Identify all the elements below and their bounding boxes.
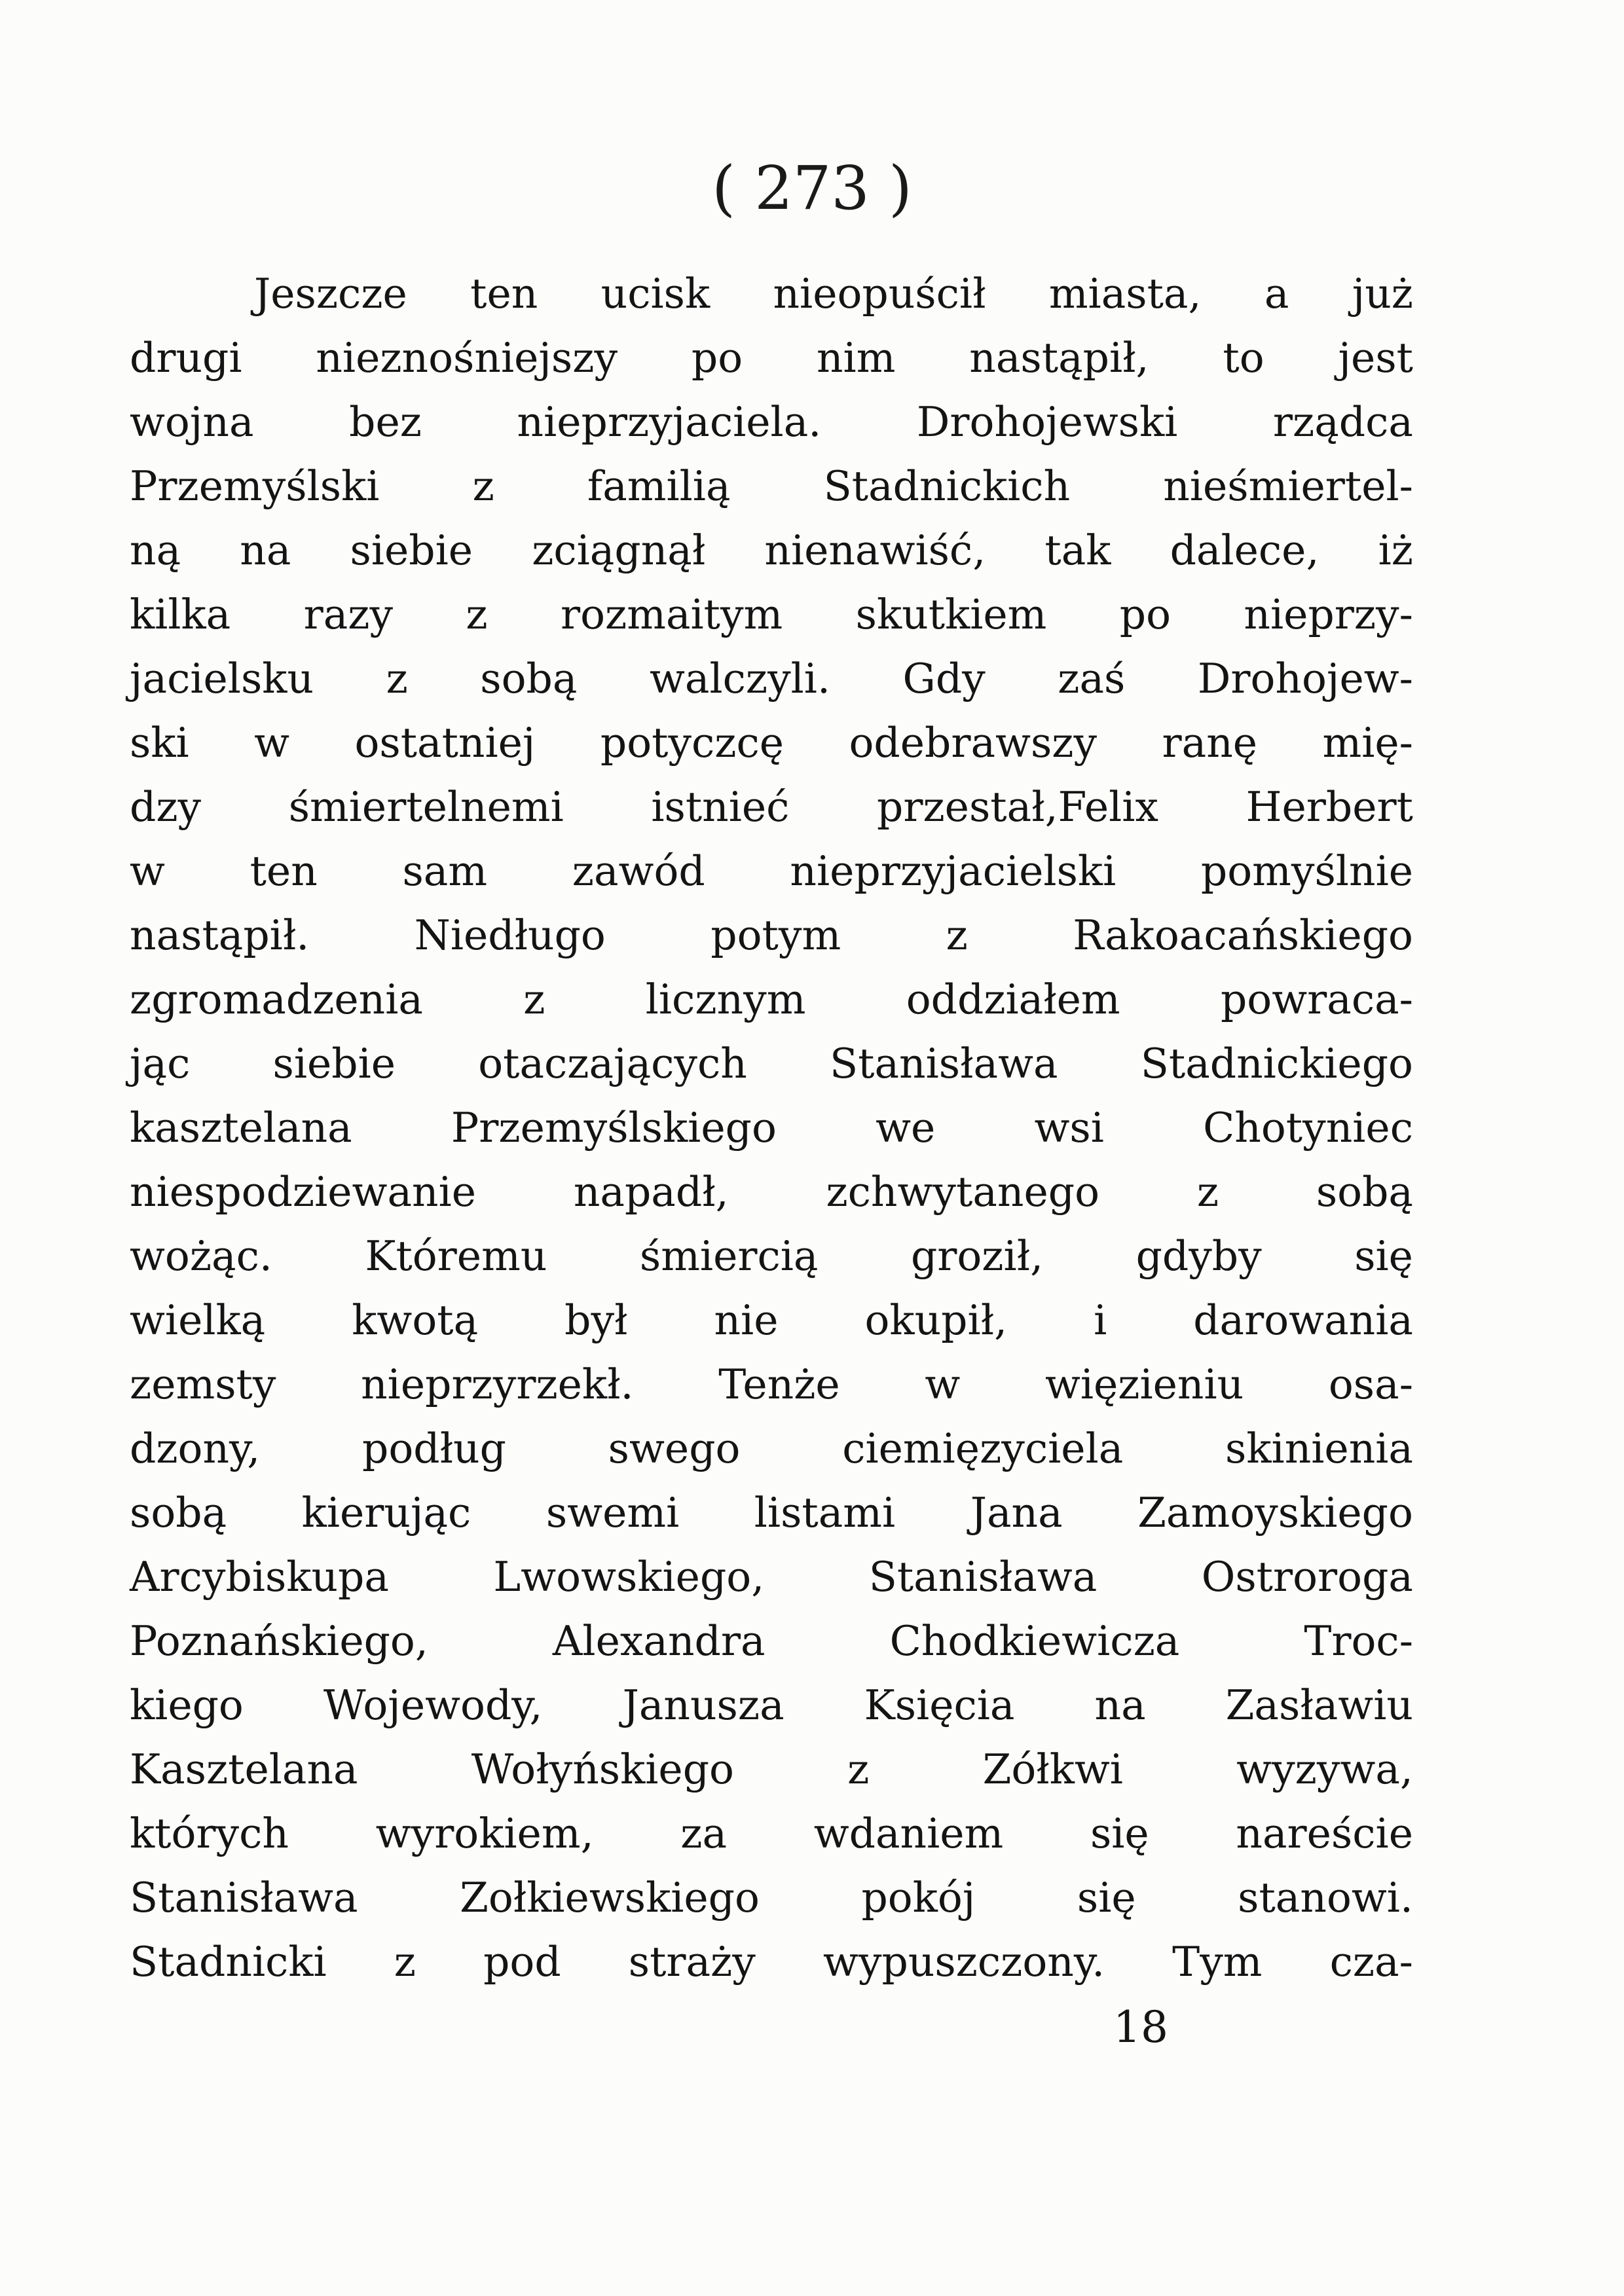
word: Stadnicki [130,1938,327,1986]
text-line [130,390,1413,454]
signature-mark: 18 [1113,2002,1168,2052]
word: Stadnickich [823,462,1071,510]
word: podług [362,1425,506,1472]
word: i [1094,1296,1107,1344]
text-line [130,1738,1413,1802]
word: w [130,847,165,895]
word: w [254,719,290,767]
text-line [130,1802,1413,1866]
page-number: ( 273 ) [712,153,912,223]
word: ną [130,526,181,574]
word: Przemyślskiego [451,1104,777,1152]
word: Chotyniec [1203,1104,1413,1152]
word: wdaniem [813,1810,1004,1857]
word: napadł, [573,1168,729,1216]
word: Stanisława [868,1553,1098,1601]
word: familią [587,462,731,510]
word: nieprzyjacielski [790,847,1116,895]
word: na [1094,1681,1146,1729]
text-line [130,839,1413,903]
word: rządca [1272,398,1413,446]
text-line [130,1481,1413,1545]
word: drugi [130,334,242,382]
word: bez [349,398,422,446]
word: Tym [1172,1938,1263,1986]
word: istnieć [651,783,790,831]
word: ciemięzyciela [842,1425,1124,1472]
word: a [1264,270,1289,318]
word: Jana [970,1489,1063,1537]
word: z [394,1938,416,1986]
word: się [1090,1810,1149,1857]
word: sobą [1316,1168,1413,1216]
word: osa- [1328,1360,1413,1408]
word: nieopuścił [773,270,986,318]
text-line [130,519,1413,583]
word: nim [816,334,896,382]
word: wsi [1034,1104,1104,1152]
word: straży [628,1938,756,1986]
word: ranę [1162,719,1258,767]
word: we [876,1104,936,1152]
word: swego [608,1425,741,1472]
word: już [1352,270,1413,318]
text-line [130,903,1413,968]
word: ski [130,719,189,767]
word: śmiercią [639,1232,819,1280]
body-text [130,262,1413,1994]
word: nieśmiertel- [1163,462,1413,510]
word: skinienia [1225,1425,1413,1472]
word: iż [1378,526,1413,574]
word: skutkiem [855,591,1047,638]
word: sam [402,847,488,895]
word: potym [710,911,841,959]
word: Ostroroga [1201,1553,1413,1601]
word: ten [470,270,538,318]
word: powraca- [1220,975,1413,1023]
word: Kasztelana [130,1745,358,1793]
text-line [130,1930,1413,1994]
word: dalece, [1170,526,1320,574]
text-line [130,1160,1413,1224]
word: Wojewody, [323,1681,543,1729]
word: dzy [130,783,202,831]
word: przestał,Felix [877,783,1158,831]
word: pomyślnie [1200,847,1413,895]
text-line [130,775,1413,839]
word: Lwowskiego, [493,1553,765,1601]
word: Księcia [864,1681,1015,1729]
text-line [130,1032,1413,1096]
word: Przemyślski [130,462,380,510]
word: Zółkwi [982,1745,1123,1793]
word: ten [249,847,318,895]
word: ucisk [600,270,710,318]
word: darowania [1193,1296,1413,1344]
word: jąc [130,1040,191,1087]
word: tak [1044,526,1111,574]
word: gdyby [1135,1232,1262,1280]
word: Troc- [1304,1617,1413,1665]
word: dzony, [130,1425,261,1472]
word: sobą [130,1489,227,1537]
word: Chodkiewicza [889,1617,1180,1665]
word: nieprzyjaciela. [517,398,822,446]
word: jest [1338,334,1413,382]
word: wojna [130,398,254,446]
word: Poznańskiego, [130,1617,428,1665]
word: wielką [130,1296,266,1344]
word: po [1119,591,1172,638]
text-line [130,326,1413,390]
word: odebrawszy [849,719,1098,767]
word: kwotą [352,1296,479,1344]
text-line [130,1417,1413,1481]
word: zgromadzenia [130,975,423,1023]
word: z [847,1745,870,1793]
word: kasztelana [130,1104,352,1152]
word: kilka [130,591,231,638]
word: niespodziewanie [130,1168,477,1216]
word: z [523,975,545,1023]
word: zemsty [130,1360,276,1408]
text-line [130,1545,1413,1609]
word: mię- [1322,719,1413,767]
word: Drohojew- [1197,655,1413,702]
word: siebie [350,526,473,574]
word: oddziałem [906,975,1120,1023]
word: razy [303,591,394,638]
text-line [130,1288,1413,1353]
word: na [240,526,291,574]
word: stanowi. [1238,1874,1413,1922]
word: zawód [572,847,705,895]
word: Janusza [622,1681,784,1729]
word: nareście [1236,1810,1413,1857]
text-line [130,583,1413,647]
word: z [466,591,488,638]
text-line [130,1673,1413,1738]
word: Drohojewski [916,398,1178,446]
word: się [1354,1232,1413,1280]
text-line [130,1609,1413,1673]
text-line [130,1866,1413,1930]
word: nieznośniejszy [316,334,618,382]
text-line [130,1353,1413,1417]
text-line [130,454,1413,519]
word: Zamoyskiego [1137,1489,1413,1537]
word: wyrokiem, [375,1810,594,1857]
word: cza- [1329,1938,1413,1986]
word: Jeszcze [254,270,407,318]
text-line [130,262,1413,326]
word: pod [483,1938,561,1986]
word: wożąc. [130,1232,272,1280]
word: walczyli. [649,655,830,702]
word: kiego [130,1681,244,1729]
word: się [1077,1874,1136,1922]
word: groził, [910,1232,1044,1280]
word: licznym [645,975,806,1023]
text-line [130,1096,1413,1160]
word: wypuszczony. [822,1938,1105,1986]
word: śmiertelnemi [288,783,564,831]
word: których [130,1810,289,1857]
word: z [386,655,408,702]
word: Gdy [902,655,986,702]
word: Stanisława [830,1040,1058,1087]
word: swemi [545,1489,680,1537]
word: nastąpił. [130,911,310,959]
word: Stadnickiego [1140,1040,1413,1087]
word: rozmaitym [560,591,783,638]
word: to [1223,334,1264,382]
word: zaś [1058,655,1126,702]
text-line [130,1224,1413,1288]
word: nie [714,1296,779,1344]
word: okupił, [864,1296,1008,1344]
word: zciągnął [532,526,706,574]
word: więzieniu [1044,1360,1244,1408]
word: zchwytanego [826,1168,1100,1216]
word: nieprzy- [1244,591,1413,638]
word: Stanisława [130,1874,358,1922]
word: po [691,334,743,382]
word: Rakoacańskiego [1073,911,1413,959]
word: w [925,1360,961,1408]
word: wyzywa, [1236,1745,1413,1793]
word: ostatniej [354,719,536,767]
word: Zasławiu [1225,1681,1413,1729]
word: potyczcę [600,719,784,767]
word: pokój [861,1874,976,1922]
text-line [130,968,1413,1032]
word: z [472,462,494,510]
text-line [130,647,1413,711]
word: nastąpił, [969,334,1149,382]
word: Wołyńskiego [471,1745,734,1793]
word: Któremu [365,1232,547,1280]
word: z [1196,1168,1219,1216]
word: jacielsku [130,655,314,702]
word: Alexandra [552,1617,766,1665]
word: miasta, [1048,270,1202,318]
word: Zołkiewskiego [460,1874,760,1922]
word: Herbert [1246,783,1413,831]
word: nienawiść, [764,526,986,574]
word: był [564,1296,628,1344]
word: listami [754,1489,896,1537]
word: Arcybiskupa [130,1553,389,1601]
word: nieprzyrzekł. [361,1360,634,1408]
text-line [130,711,1413,775]
word: kierując [301,1489,471,1537]
word: sobą [480,655,578,702]
word: Niedługo [414,911,606,959]
word: Tenże [718,1360,840,1408]
word: otaczających [478,1040,747,1087]
word: siebie [272,1040,396,1087]
word: za [680,1810,728,1857]
word: z [946,911,968,959]
